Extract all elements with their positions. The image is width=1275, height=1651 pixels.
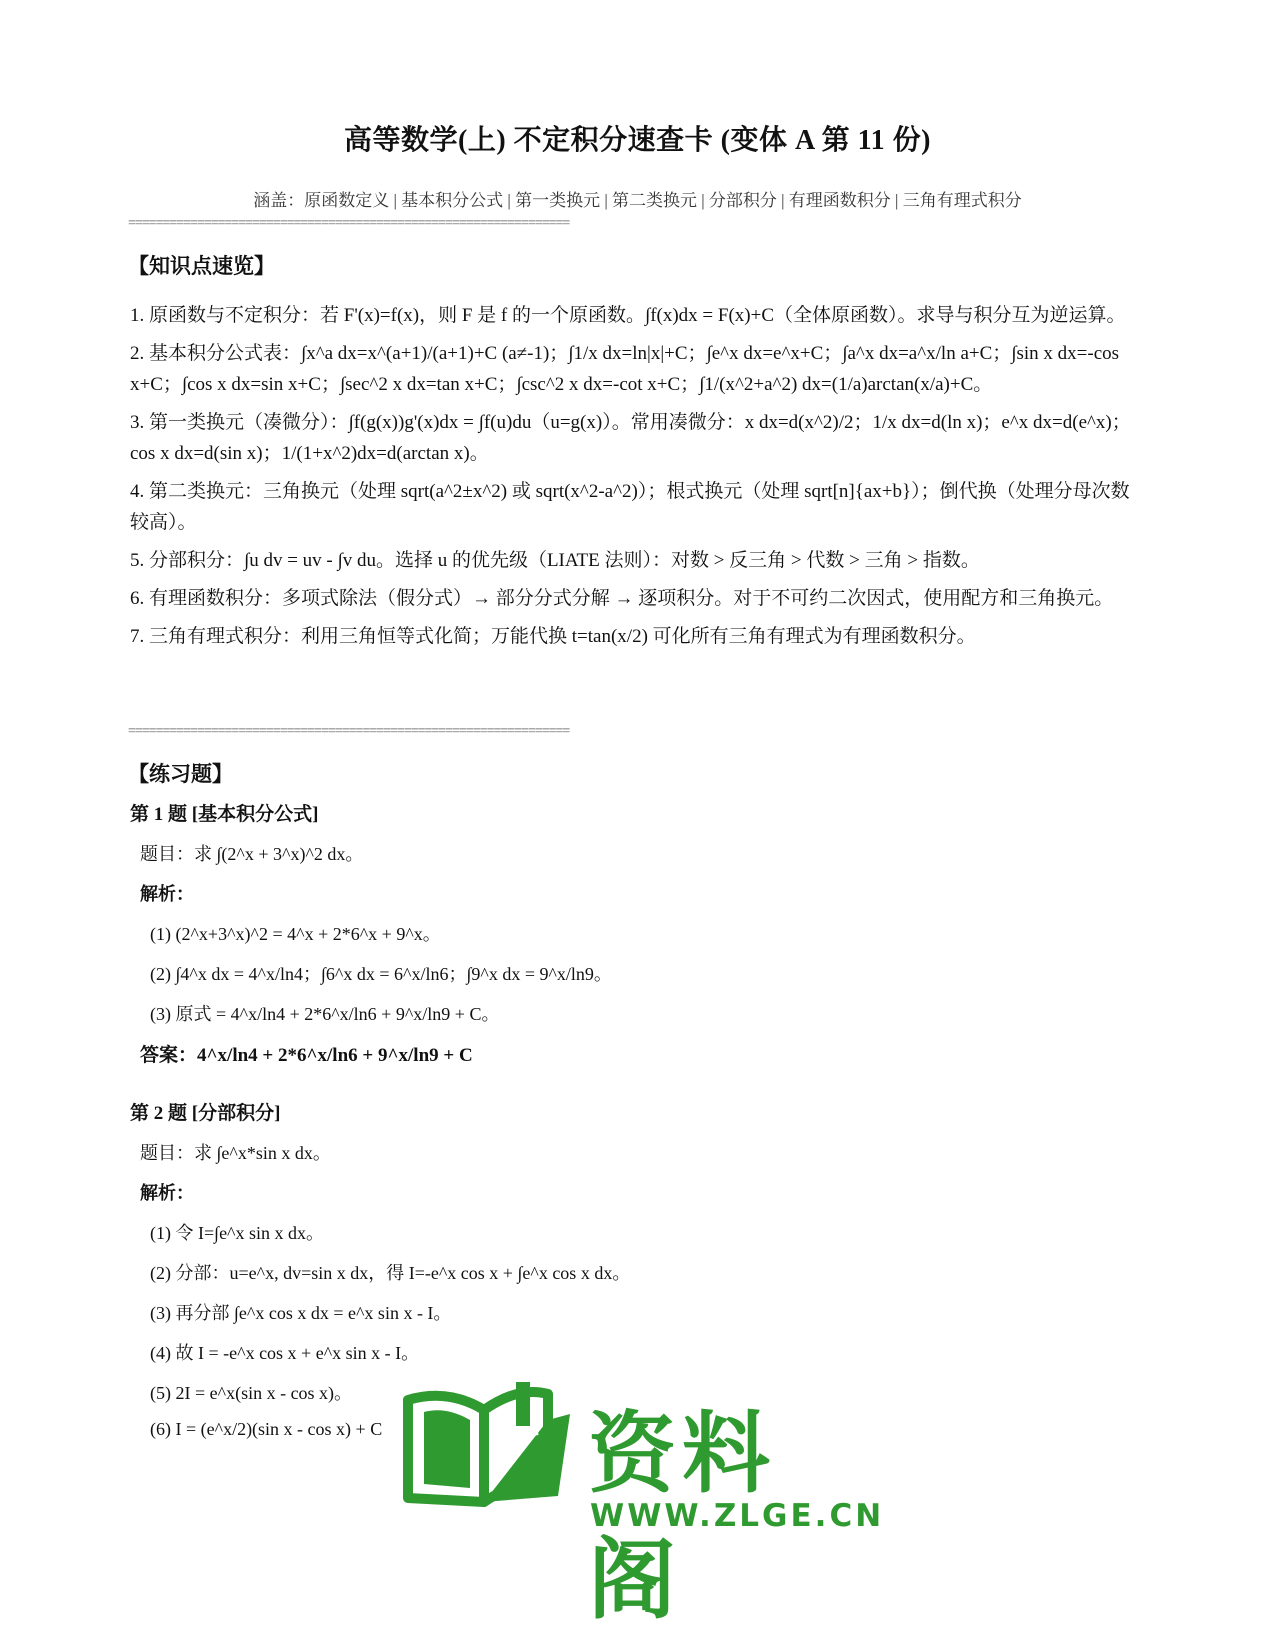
knowledge-item: 5. 分部积分：∫u dv = uv - ∫v du。选择 u 的优先级（LIATE 法则）：对数 > 反三角 > 代数 > 三角 > 指数。 bbox=[130, 550, 980, 571]
analysis-step: (4) 故 I = -e^x cos x + e^x sin x - I。 bbox=[150, 1343, 420, 1363]
knowledge-item: 6. 有理函数积分：多项式除法（假分式）→ 部分分式分解 → 逐项积分。对于不可约二次因式，使用配方和三角换元。 bbox=[130, 588, 1114, 609]
knowledge-item: 2. 基本积分公式表：∫x^a dx=x^(a+1)/(a+1)+C (a≠-1)；∫1/x dx=ln|x|+C；∫e^x dx=e^x+C；∫a^x dx=a^x/ln a+C；∫sin x dx=-cos x+C；∫cos x dx=sin x+C；∫sec^2 x dx=tan x+C；∫csc^2 x dx=-cot x+C；∫1/(x^2+a^2) dx=(1/a)arctan(x/a)+C。 bbox=[130, 343, 1120, 395]
analysis-label: 解析： bbox=[140, 884, 194, 904]
knowledge-item: 3. 第一类换元（凑微分）：∫f(g(x))g'(x)dx = ∫f(u)du（u=g(x)）。常用凑微分：x dx=d(x^2)/2；1/x dx=d(ln x)；e^x dx=d(e^x)；cos x dx=d(sin x)；1/(1+x^2)dx=d(arctan x)。 bbox=[130, 412, 1131, 464]
problem-question: 题目：求 ∫e^x*sin x dx。 bbox=[140, 1143, 331, 1163]
separator-line: ================================================================ bbox=[128, 724, 570, 739]
separator-line: ================================================================ bbox=[128, 216, 570, 231]
analysis-step: (2) ∫4^x dx = 4^x/ln4；∫6^x dx = 6^x/ln6；∫9^x dx = 9^x/ln9。 bbox=[150, 964, 612, 984]
analysis-step: (6) I = (e^x/2)(sin x - cos x) + C bbox=[150, 1419, 383, 1439]
analysis-step: (5) 2I = e^x(sin x - cos x)。 bbox=[150, 1383, 353, 1403]
analysis-step: (1) 令 I=∫e^x sin x dx。 bbox=[150, 1223, 325, 1243]
page-title: 高等数学(上) 不定积分速查卡 (变体 A 第 11 份) bbox=[344, 125, 931, 156]
knowledge-item: 7. 三角有理式积分：利用三角恒等式化简；万能代换 t=tan(x/2) 可化所有三角有理式为有理函数积分。 bbox=[130, 626, 976, 647]
analysis-step: (2) 分部：u=e^x, dv=sin x dx，得 I=-e^x cos x + ∫e^x cos x dx。 bbox=[150, 1263, 631, 1283]
problem-question: 题目：求 ∫(2^x + 3^x)^2 dx。 bbox=[140, 844, 364, 864]
page-subtitle: 涵盖：原函数定义 | 基本积分公式 | 第一类换元 | 第二类换元 | 分部积分 | 有理函数积分 | 三角有理式积分 bbox=[253, 191, 1022, 210]
analysis-step: (3) 原式 = 4^x/ln4 + 2*6^x/ln6 + 9^x/ln9 + C。 bbox=[150, 1004, 500, 1024]
problem-heading: 第 1 题 [基本积分公式] bbox=[130, 804, 319, 825]
watermark-url: WWW.ZLGE.CN bbox=[590, 1498, 885, 1534]
practice-heading: 【练习题】 bbox=[128, 762, 233, 786]
knowledge-list bbox=[130, 300, 1140, 659]
analysis-step: (1) (2^x+3^x)^2 = 4^x + 2*6^x + 9^x。 bbox=[150, 924, 441, 944]
problem-answer: 答案：4^x/ln4 + 2*6^x/ln6 + 9^x/ln9 + C bbox=[140, 1045, 473, 1066]
knowledge-item: 1. 原函数与不定积分：若 F'(x)=f(x)，则 F 是 f 的一个原函数。∫f(x)dx = F(x)+C（全体原函数）。求导与积分互为逆运算。 bbox=[130, 305, 1126, 326]
watermark-name: 资料阁 bbox=[588, 1402, 777, 1631]
book-icon bbox=[398, 1380, 578, 1510]
analysis-step: (3) 再分部 ∫e^x cos x dx = e^x sin x - I。 bbox=[150, 1303, 452, 1323]
analysis-label: 解析： bbox=[140, 1183, 194, 1203]
problem-1 bbox=[130, 799, 1140, 1081]
problem-heading: 第 2 题 [分部积分] bbox=[130, 1103, 281, 1124]
knowledge-heading: 【知识点速览】 bbox=[128, 254, 275, 278]
knowledge-item: 4. 第二类换元：三角换元（处理 sqrt(a^2±x^2) 或 sqrt(x^2-a^2)）；根式换元（处理 sqrt[n]{ax+b}）；倒代换（处理分母次数较高）。 bbox=[130, 481, 1130, 533]
watermark-logo bbox=[398, 1380, 885, 1631]
